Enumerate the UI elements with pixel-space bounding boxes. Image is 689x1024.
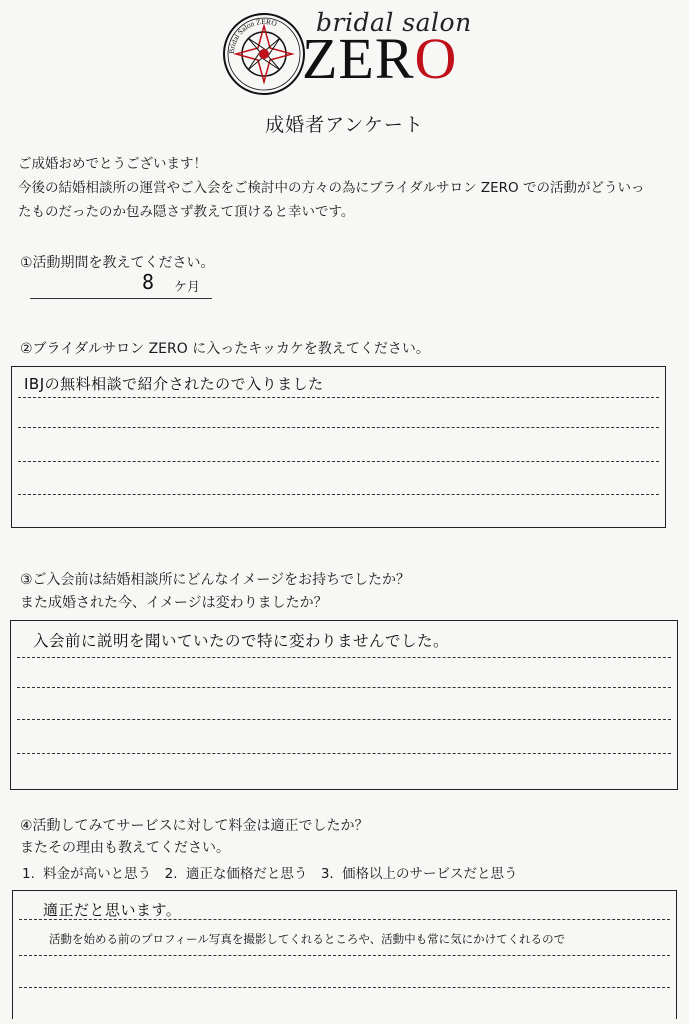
answer-line <box>17 753 671 754</box>
intro-line-3: たものだったのか包み隠さず教えて頂けると幸いです。 <box>18 204 355 220</box>
question-3-line-1: ③ご入会前は結婚相談所にどんなイメージをお持ちでしたか？ <box>20 572 410 588</box>
question-4-choices[interactable]: 1. 料金が高いと思う 2. 適正な価格だと思う 3. 価格以上のサービスだと思う <box>22 866 518 882</box>
answer-3-box[interactable] <box>10 620 678 790</box>
answer-line <box>18 461 659 462</box>
answer-2-box[interactable] <box>11 366 666 528</box>
seal-text: Bridal Salon ZERO <box>226 16 279 55</box>
answer-line <box>18 397 659 398</box>
brand-script-text: bridal salon <box>316 8 472 37</box>
answer-4-text-line-1: 適正だと思います。 <box>43 901 182 919</box>
answer-4-box[interactable] <box>12 890 677 1019</box>
intro-line-1: ご成婚おめでとうございます！ <box>18 156 207 172</box>
answer-line <box>18 494 659 495</box>
intro-line-2: 今後の結婚相談所の運営やご入会をご検討中の方々の為にブライダルサロン ZERO での活動がどういっ <box>18 180 645 196</box>
brand-main-suffix: O <box>414 26 458 91</box>
answer-1-unit: ケ月 <box>174 280 201 295</box>
page-title: 成婚者アンケート <box>265 114 424 136</box>
question-3-line-2: また成婚された今、イメージは変わりましたか？ <box>20 595 328 611</box>
intro-text <box>18 152 683 224</box>
answer-1-value[interactable]: 8 <box>142 270 155 294</box>
answer-line <box>19 955 670 956</box>
brand-main-prefix: ZER <box>302 26 415 91</box>
answer-line <box>18 427 659 428</box>
brand-logo-text <box>302 26 458 91</box>
answer-line <box>17 687 671 688</box>
answer-1-underline <box>30 298 212 299</box>
answer-line <box>19 919 670 920</box>
seal-logo-icon <box>222 12 306 96</box>
question-4-line-2: またその理由も教えてください。 <box>20 840 230 856</box>
question-1: ①活動期間を教えてください。 <box>20 255 215 271</box>
answer-line <box>17 719 671 720</box>
answer-3-text: 入会前に説明を聞いていたので特に変わりませんでした。 <box>33 632 450 650</box>
answer-2-text: IBJの無料相談で紹介されたので入りました <box>24 375 324 393</box>
answer-line <box>19 987 670 988</box>
question-2: ②ブライダルサロン ZERO に入ったキッカケを教えてください。 <box>20 341 430 357</box>
answer-line <box>17 657 671 658</box>
question-4-line-1: ④活動してみてサービスに対して料金は適正でしたか？ <box>20 818 369 834</box>
answer-4-text-line-2: 活動を始める前のプロフィール写真を撮影してくれるところや、活動中も常に気にかけてくれるので <box>49 932 566 946</box>
